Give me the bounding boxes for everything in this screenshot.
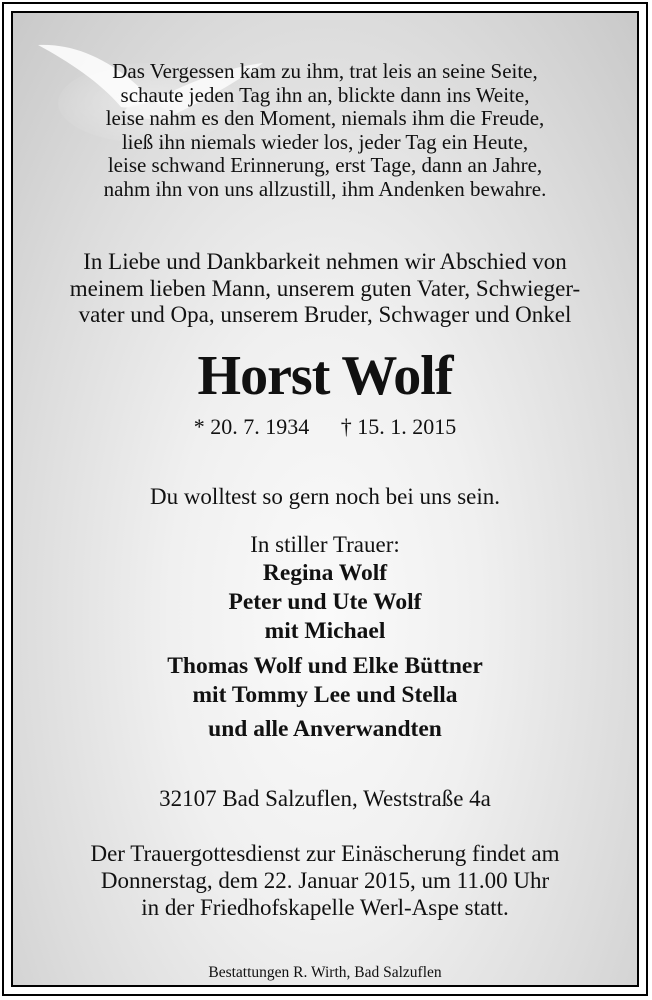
service-line: in der Friedhofskapelle Werl-Aspe statt. [141,895,509,920]
poem-line: leise nahm es den Moment, niemals ihm die Freude, [105,106,545,130]
life-dates [13,414,637,440]
intro-line: vater und Opa, unserem Bruder, Schwager und Onkel [78,302,572,327]
poem-line: leise schwand Erinnerung, erst Tage, dann an Jahre, [107,153,543,177]
obituary-outer-frame [2,2,648,996]
family-address: 32107 Bad Salzuflen, Weststraße 4a [159,786,491,811]
farewell-intro [13,249,637,329]
undertaker-credit: Bestattungen R. Wirth, Bad Salzuflen [208,964,442,981]
poem-line: ließ ihn niemals wieder los, jeder Tag ein Heute, [121,129,529,154]
intro-line: meinem lieben Mann, unserem guten Vater, Schwieger- [69,275,581,301]
poem-line: schaute jeden Tag ihn an, blickte dann ins Weite, [120,82,530,107]
mourner-entry: Regina Wolf [262,560,388,586]
mourner-entry: Thomas Wolf und Elke Büttner [167,653,483,679]
poem-line: Das Vergessen kam zu ihm, trat leis an seine Seite, [112,59,538,83]
mourner-entry: und alle Anverwandten [208,716,442,742]
mourner-entry: mit Michael [264,618,386,644]
funeral-service-info [13,840,637,921]
obituary-card [11,11,639,987]
service-line: Donnerstag, dem 22. Januar 2015, um 11.00 Uhr [100,868,550,893]
intro-line: In Liebe und Dankbarkeit nehmen wir Abschied von [83,249,567,274]
mourner-entry: Peter und Ute Wolf [228,589,422,615]
death-date: † 15. 1. 2015 [340,414,457,439]
deceased-name: Horst Wolf [197,345,453,407]
mourner-entry: mit Tommy Lee und Stella [192,682,458,708]
poem [13,60,637,201]
poem-line: nahm ihn von uns allzustill, ihm Andenken bewahre. [103,176,547,201]
mourners-list [13,559,637,744]
service-line: Der Trauergottesdienst zur Einäscherung findet am [90,841,560,866]
birth-date: * 20. 7. 1934 [193,414,310,439]
mourning-label: In stiller Trauer: [250,532,400,557]
memorial-quote: Du wolltest so gern noch bei uns sein. [149,484,501,509]
